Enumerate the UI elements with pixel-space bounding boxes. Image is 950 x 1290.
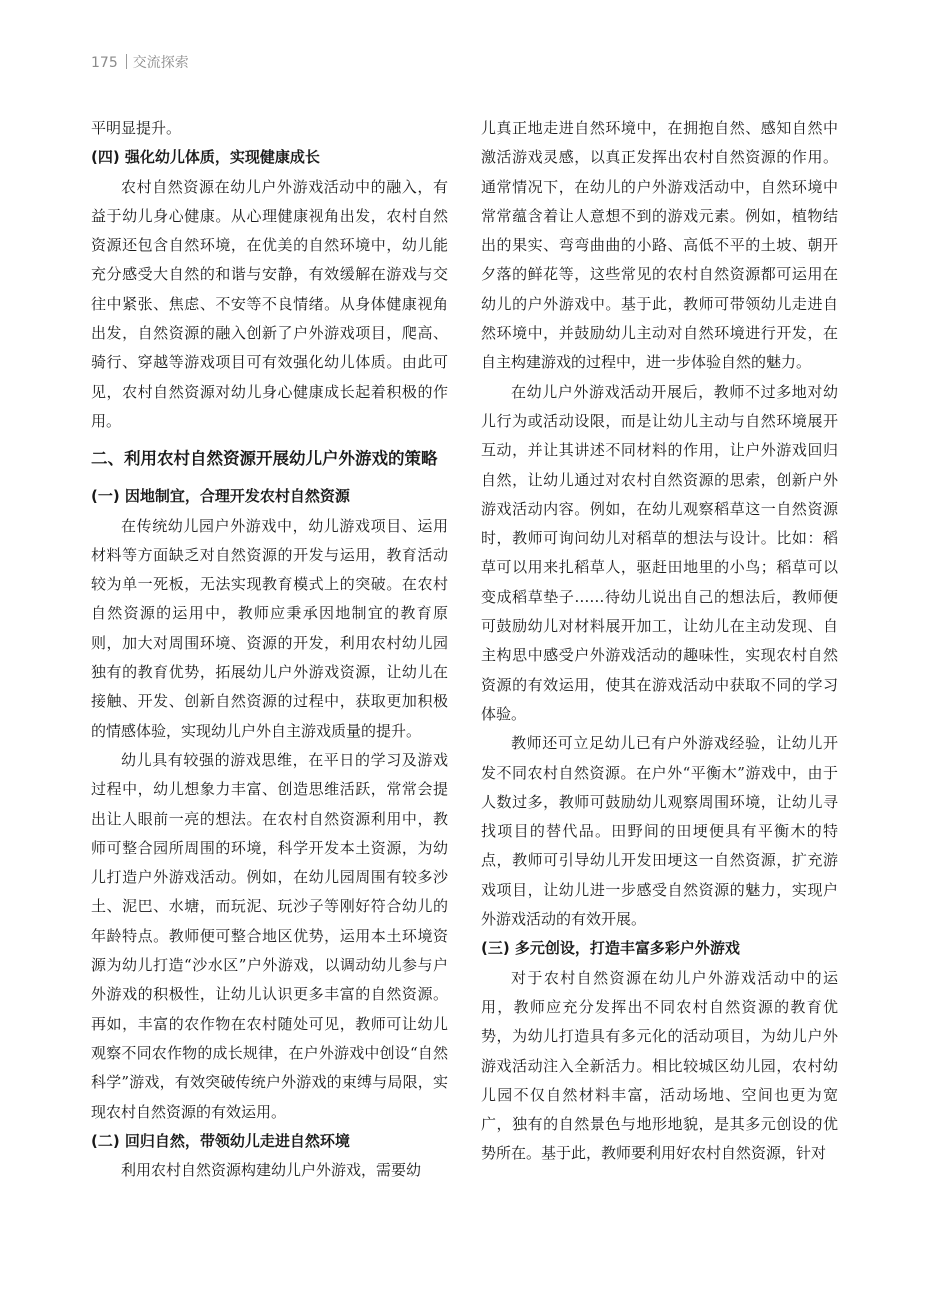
section-heading-2: 二、利用农村自然资源开展幼儿户外游戏的策略 — [91, 449, 438, 469]
paragraph: 儿真正地走进自然环境中，在拥抱自然、感知自然中激活游戏灵感，以真正发挥出农村自然资源的作用。通常情况下，在幼儿的户外游戏活动中，自然环境中常常蕴含着让人意想不到的游戏元素。例如，植物结出的果实、弯弯曲曲的小路、高低不平的土坡、朝开夕落的鲜花等，这些常见的农村自然资源都可运用在幼儿的户外游戏中。基于此，教师可带领幼儿走进自然环境中，并鼓励幼儿主动对自然环境进行开发，在自主构建游戏的过程中，进一步体验自然的魅力。 — [481, 119, 838, 372]
paragraph: 利用农村自然资源构建幼儿户外游戏，需要幼 — [121, 1161, 422, 1180]
header-separator — [126, 54, 127, 69]
running-header — [91, 52, 189, 72]
section-title: 交流探索 — [132, 55, 189, 71]
page-number: 175 — [91, 55, 118, 71]
paragraph: 在幼儿户外游戏活动开展后，教师不过多地对幼儿行为或活动设限，而是让幼儿主动与自然环境展开互动，并让其讲述不同材料的作用，让户外游戏回归自然，让幼儿通过对农村自然资源的思索，创新户外游戏活动内容。例如，在幼儿观察稻草这一自然资源时，教师可询问幼儿对稻草的想法与设计。比如：稻草可以用来扎稻草人，驱赶田地里的小鸟；稻草可以变成稻草垫子……待幼儿说出自己的想法后，教师便可鼓励幼儿对材料展开加工，让幼儿在主动发现、自主构思中感受户外游戏活动的趣味性，实现农村自然资源的有效运用，使其在游戏活动中获取不同的学习体验。 — [481, 382, 838, 723]
subsection-heading-4: (四) 强化幼儿体质，实现健康成长 — [91, 148, 320, 167]
subsection-heading-2: (二) 回归自然，带领幼儿走进自然环境 — [91, 1131, 350, 1150]
paragraph: 农村自然资源在幼儿户外游戏活动中的融入，有益于幼儿身心健康。从心理健康视角出发，农村自然资源还包含自然环境，在优美的自然环境中，幼儿能充分感受大自然的和谐与安静，有效缓解在游戏与交往中紧张、焦虑、不安等不良情绪。从身体健康视角出发，自然资源的融入创新了户外游戏项目，爬高、骑行、穿越等游戏项目可有效强化幼儿体质。由此可见，农村自然资源对幼儿身心健康成长起着积极的作用。 — [91, 177, 448, 430]
paragraph: 教师还可立足幼儿已有户外游戏经验，让幼儿开发不同农村自然资源。在户外“平衡木”游戏中，由于人数过多，教师可鼓励幼儿观察周围环境，让幼儿寻找项目的替代品。田野间的田埂便具有平衡木的特点，教师可引导幼儿开发田埂这一自然资源，扩充游戏项目，让幼儿进一步感受自然资源的魅力，实现户外游戏活动的有效开展。 — [481, 734, 838, 929]
right-column — [481, 114, 838, 1214]
subsection-heading-3: (三) 多元创设，打造丰富多彩户外游戏 — [481, 939, 740, 958]
subsection-heading-1: (一) 因地制宜，合理开发农村自然资源 — [91, 487, 350, 506]
left-column — [91, 114, 448, 1214]
paragraph: 平明显提升。 — [91, 119, 182, 137]
paragraph: 在传统幼儿园户外游戏中，幼儿游戏项目、运用材料等方面缺乏对自然资源的开发与运用，教育活动较为单一死板，无法实现教育模式上的突破。在农村自然资源的运用中，教师应秉承因地制宜的教育原则，加大对周围环境、资源的开发，利用农村幼儿园独有的教育优势，拓展幼儿户外游戏资源，让幼儿在接触、开发、创新自然资源的过程中，获取更加积极的情感体验，实现幼儿户外自主游戏质量的提升。 — [91, 516, 448, 740]
paragraph: 对于农村自然资源在幼儿户外游戏活动中的运用，教师应充分发挥出不同农村自然资源的教育优势，为幼儿打造具有多元化的活动项目，为幼儿户外游戏活动注入全新活力。相比较城区幼儿园，农村幼儿园不仅自然材料丰富，活动场地、空间也更为宽广，独有的自然景色与地形地貌，是其多元创设的优势所在。基于此，教师要利用好农村自然资源，针对 — [481, 968, 838, 1163]
paragraph: 幼儿具有较强的游戏思维，在平日的学习及游戏过程中，幼儿想象力丰富、创造思维活跃，常常会提出让人眼前一亮的想法。在农村自然资源利用中，教师可整合园所周围的环境，科学开发本土资源，为幼儿打造户外游戏活动。例如，在幼儿园周围有较多沙土、泥巴、水塘，而玩泥、玩沙子等刚好符合幼儿的年龄特点。教师便可整合地区优势，运用本土环境资源为幼儿打造“沙水区”户外游戏，以调动幼儿参与户外游戏的积极性，让幼儿认识更多丰富的自然资源。再如，丰富的农作物在农村随处可见，教师可让幼儿观察不同农作物的成长规律，在户外游戏中创设“自然科学”游戏，有效突破传统户外游戏的束缚与局限，实现农村自然资源的有效运用。 — [91, 750, 448, 1121]
